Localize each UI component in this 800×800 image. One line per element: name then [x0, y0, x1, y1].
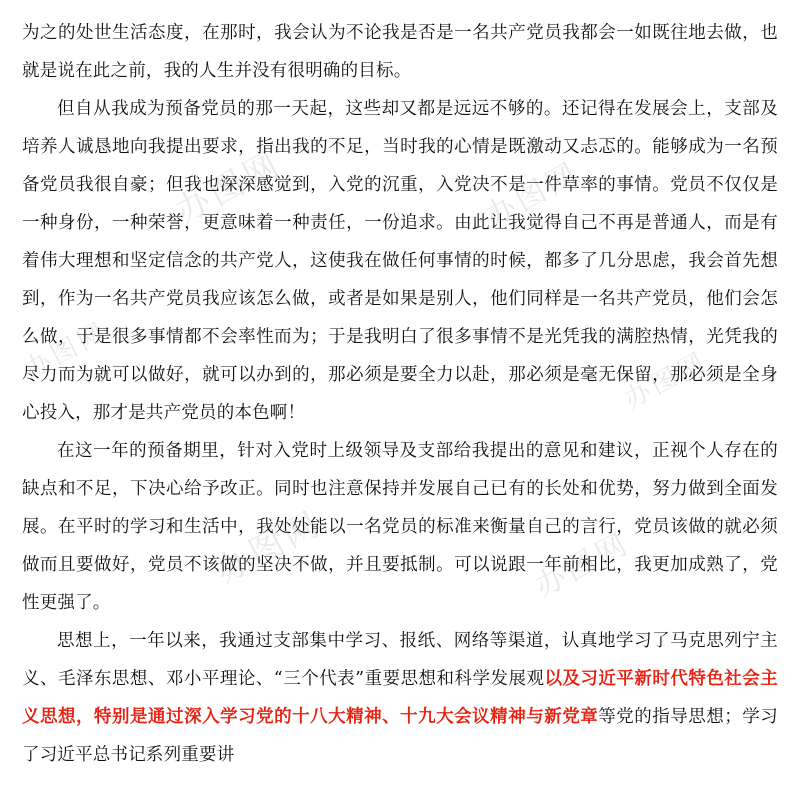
watermark-text: 办图网 [529, 525, 636, 605]
text-run: 在这一年的预备期里，针对入党时上级领导及支部给我提出的意见和建议，正视个人存在的缺点和不足，下决心给予改正。同时也注意保持并发展自己已有的长处和优势，努力做到全面发展。在平时的学习和生活中，我处处能以一名党员的标准来衡量自己的言行，党员该做的就必须做而且要做好，党员不该做的坚决不做，并且要抵制。可以说跟一年前相比，我更加成熟了，党性更强了。 [22, 441, 778, 613]
watermark-text: 办图网 [19, 316, 113, 386]
watermark-text: 办图网 [208, 503, 329, 593]
watermark-text: 办图网 [168, 143, 289, 233]
text-run: 思想上，一年以来，我通过支部集中学习、报纸、网络等渠道，认真地学习了马克思列宁主义、毛泽东思想、邓小平理论、“三个代表”重要思想和科学发展观 [22, 631, 778, 689]
document-text-body [22, 14, 778, 774]
text-run: 为之的处世生活态度，在那时，我会认为不论我是否是一名共产党员我都会一如既往地去做，也就是说在此之前，我的人生并没有很明确的目标。 [22, 23, 778, 81]
paragraph [22, 14, 778, 90]
paragraph [22, 622, 778, 774]
watermark-text: 办图网 [619, 346, 713, 416]
text-run: 但自从我成为预备党员的那一天起，这些却又都是远远不够的。还记得在发展会上，支部及培养人诚恳地向我提出要求，指出我的不足，当时我的心情是既激动又忐忑的。能够成为一名预备党员我很自豪；但我也深深感觉到，入党的沉重，入党决不是一件草率的事情。党员不仅仅是一种身份，一种荣誉，更意味着一种责任，一份追求。由此让我觉得自己不再是普通人，而是有着伟大理想和坚定信念的共产党人，这使我在做任何事情的时候，都多了几分思虑，我会首先想到，作为一名共产党员我应该怎么做，或者是如果是别人，他们同样是一名共产党员，他们会怎么做，于是很多事情都不会率性而为；于是我明白了很多事情不是光凭我的满腔热情，光凭我的尽力而为就可以做好，就可以办到的，那必须是要全力以赴，那必须是毫无保留，那必须是全身心投入，那才是共产党员的本色啊！ [22, 99, 778, 423]
watermark-text: 办图网 [479, 155, 586, 235]
paragraph [22, 432, 778, 622]
paragraph [22, 90, 778, 432]
text-run: 等党的指导思想；学习了习近平总书记系列重要讲 [22, 707, 778, 765]
highlighted-text-run: 以及习近平新时代特色社会主义思想，特别是通过深入学习党的十八大精神、十九大会议精神与新党章 [22, 669, 778, 727]
